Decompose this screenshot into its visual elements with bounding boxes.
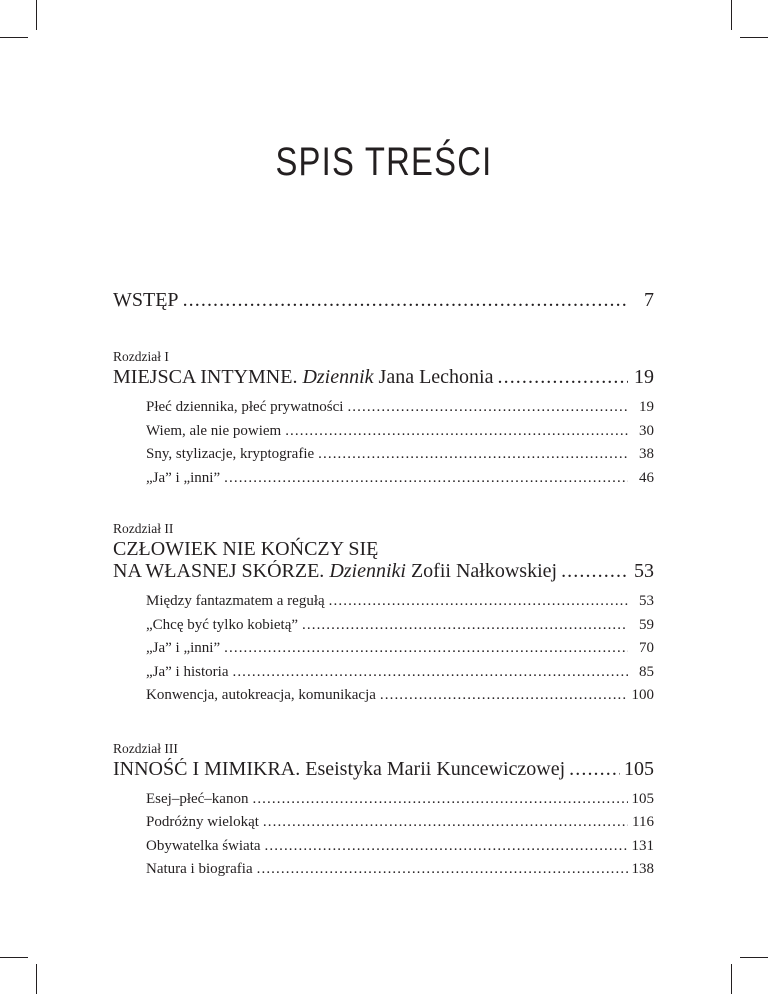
crop-mark [731,0,732,30]
dot-leader [263,811,628,835]
dot-leader [224,467,628,491]
chapter-title: INNOŚĆ I MIMIKRA. Eseistyka Marii Kuncewiczowej [113,757,566,780]
dot-leader [252,788,627,812]
toc-entry-section[interactable]: Sny, stylizacje, kryptografie ..... 38 [113,443,654,467]
toc-entry-page: 7 [644,289,654,311]
toc-entry-section[interactable]: „Ja” i „inni” ..... 46 [113,467,654,491]
toc-entry-page: 53 [634,560,654,582]
crop-mark [36,964,37,994]
toc-entry-section[interactable]: Natura i biografia ..... 138 [113,858,654,882]
crop-mark [36,0,37,30]
toc-entry-section[interactable]: Między fantazmatem a regułą ..... 53 [113,590,654,614]
dot-leader [498,366,629,388]
chapter-title: NA WŁASNEJ SKÓRZE. Dzienniki Zofii Nałkowskiej [113,560,558,582]
dot-leader [183,286,628,314]
chapter-label: Rozdział III [113,740,178,756]
dot-leader [318,443,628,467]
chapter-title: MIEJSCA INTYMNE. Dziennik Jana Lechonia [113,366,494,388]
toc-entry-page: 19 [634,366,654,388]
table-of-contents [113,286,654,882]
toc-entry-section[interactable]: Obywatelka świata ..... 131 [113,835,654,859]
dot-leader [285,420,628,444]
toc-entry-section[interactable]: „Chcę być tylko kobietą” ..... 59 [113,614,654,638]
dot-leader [257,858,628,882]
toc-entry-chapter-2[interactable] [113,560,654,582]
section-list [113,590,654,708]
chapter-title-line: CZŁOWIEK NIE KOŃCZY SIĘ [113,538,379,560]
dot-leader [347,396,628,420]
toc-entry-section[interactable]: „Ja” i historia ..... 85 [113,661,654,685]
toc-entry-chapter-1[interactable] [113,366,654,388]
toc-entry-section[interactable]: Konwencja, autokreacja, komunikacja ..... 100 [113,684,654,708]
dot-leader [561,560,628,582]
crop-mark [740,37,768,38]
toc-entry-intro[interactable] [113,286,654,314]
dot-leader [380,684,628,708]
toc-entry-label: WSTĘP [113,289,179,311]
toc-entry-section[interactable]: Podróżny wielokąt ..... 116 [113,811,654,835]
chapter-label: Rozdział I [113,349,169,364]
dot-leader [265,835,628,859]
dot-leader [232,661,628,685]
crop-mark [0,37,28,38]
dot-leader [329,590,628,614]
toc-entry-page: 105 [624,757,654,780]
section-list [113,788,654,882]
crop-mark [740,957,768,958]
section-list [113,396,654,490]
toc-entry-section[interactable]: Esej–płeć–kanon ..... 105 [113,788,654,812]
page-title: SPIS TREŚCI [275,140,493,184]
crop-mark [731,964,732,994]
toc-entry-section[interactable]: Wiem, ale nie powiem ..... 30 [113,420,654,444]
toc-entry-section[interactable]: Płeć dziennika, płeć prywatności ..... 19 [113,396,654,420]
dot-leader [224,637,628,661]
toc-entry-chapter-3[interactable] [113,758,654,780]
dot-leader [569,758,620,780]
toc-entry-section[interactable]: „Ja” i „inni” ..... 70 [113,637,654,661]
dot-leader [302,614,628,638]
crop-mark [0,957,28,958]
chapter-label: Rozdział II [113,521,174,536]
